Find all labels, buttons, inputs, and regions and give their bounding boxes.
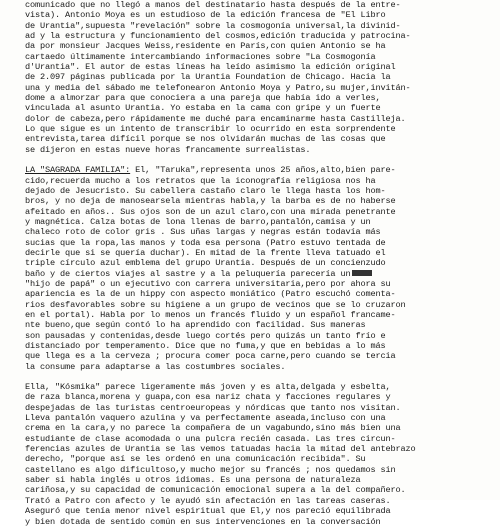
paragraph-kosmika xyxy=(25,382,480,527)
text-line: rios desfavorables sobre su higiene a un grupo de vecinos que se lo cruzaron xyxy=(25,299,406,310)
text-line: decirle que si se quería duchar). En mitad de la frente lleva tatuado el xyxy=(25,247,386,258)
text-line: saber si habla inglés u otros idiomas. Es una persona de naturaleza xyxy=(25,475,361,486)
text-line: distanciado por temperamento. Dice que no fuma,y que en bebidas a lo más xyxy=(25,341,386,351)
text-line: Aseguró que tenía menor nivel espiritual que El,y nos pareció equilibrada xyxy=(25,506,391,517)
text-line: de 2.097 páginas publicada por la Urantia Foundation de Chicago. Hacia la xyxy=(25,72,391,83)
text-line: comunicado que no llegó a manos del destinatario hasta después de la entre- xyxy=(25,0,401,10)
paragraph-gap xyxy=(25,155,480,165)
text-line: cartaedo últimamente intercambiando informaciones sobre "La Cosmogonía xyxy=(25,51,376,62)
ink-blot-mark xyxy=(352,270,372,276)
text-line: vinculada al asunto Urantia. Yo estaba en la cama con gripe y un fuerte xyxy=(25,103,381,114)
text-line: triple círculo azul emblema del grupo Urantia. Después de un concienzudo xyxy=(25,258,386,269)
typewritten-column xyxy=(25,0,480,527)
text-line: Lo que sigue es un intento de transcribir lo ocurrido en esta sorprendente xyxy=(25,124,396,135)
text-line: de raza blanca,morena y guapa,con esa nariz chata y facciones regulares y xyxy=(25,392,391,403)
text-line: vista). Antonio Moya es un estudioso de la edición francesa de "El Libro xyxy=(25,10,386,21)
text-line: de Urantia",supuesta "revelación" sobre la cosmogonía universal,la divinid- xyxy=(25,20,401,31)
text-line: "hijo de papá" o un ejecutivo con carrera universitaria,pero por ahora su xyxy=(25,278,391,289)
text-line: nte bueno,que según contó lo ha aprendido con facilidad. Sus maneras xyxy=(25,320,366,331)
section-heading: LA "SAGRADA FAMILIA": xyxy=(25,165,131,176)
text-line: en el portal). Habla por lo menos un francés fluido y un español francame- xyxy=(25,309,396,320)
text-line: una y media del sábado me telefonearon Antonio Moya y Patro,su mujer,invitán- xyxy=(25,82,411,93)
text-line: y bien dotada de sentido común en sus intervenciones en la conversación xyxy=(25,516,381,527)
text-line-body: baño y de ciertos viajes al sastre y a la peluquería parecería un xyxy=(25,268,351,279)
text-line: cariñosa,y su capacidad de comunicación emocional supera a la del compañero. xyxy=(25,485,406,496)
text-line: apariencia es la de un hippy con aspecto moniático (Patro escuchó comenta- xyxy=(25,289,396,300)
text-line: afeitado en años.. Sus ojos son de un azul claro,con una mirada penetrante xyxy=(25,206,396,217)
text-line xyxy=(25,165,480,175)
text-line: y magnética. Calza botas de lona llenas de barro,pantalón,camisa y un xyxy=(25,216,371,227)
text-line-rest: El, "Taruka",representa unos 25 años,alto,bien pare- xyxy=(130,165,396,176)
text-line: dejado de Jesucristo. Su cabellera castaño claro le llega hasta los hom- xyxy=(25,185,386,196)
text-line: estudiante de clase acomodada o una pulcra recién casada. Las tres circun- xyxy=(25,433,396,444)
text-line: bros, y no deja de manosearsela mientras habla,y la barba es de no haberse xyxy=(25,196,396,207)
text-line: crema en la cara,y no parece la compañera de un vagabundo,sino más bien una xyxy=(25,423,401,434)
paragraph-sagrada-familia xyxy=(25,165,480,372)
text-line: Trató a Patro con afecto y le ayudó sin afectación en las tareas caseras. xyxy=(25,495,391,506)
text-line: ferencias azules de Urantia se las vemos tatuadas hacia la mitad del antebrazo xyxy=(25,444,416,455)
text-line: dolor de cabeza,pero rápidamente me duché para encaminarme hasta Castilleja. xyxy=(25,113,406,124)
text-line: se dijeron en estas nueve horas francamente surrealistas. xyxy=(25,144,311,155)
text-line: son pausadas y contenidas,desde luego cortés pero quizás un tanto frío e xyxy=(25,330,386,341)
text-line: da por monsieur Jacques Weiss,residente en París,con quien Antonio se ha xyxy=(25,41,386,52)
text-line: d'Urantia". El autor de estas líneas ha leído asimismo la edición original xyxy=(25,62,396,73)
text-line: chaleco roto de color gris . Sus uñas largas y negras están todavía más xyxy=(25,227,381,238)
text-line: la consume para adaptarse a las costumbres sociales. xyxy=(25,361,286,372)
text-line: sucias que la ropa,las manos y toda esa persona (Patro estuvo tentada de xyxy=(25,237,386,248)
text-line: ad y la estructura y funcionamiento del cosmos,edición traducida y patrocina- xyxy=(25,31,411,42)
text-line: despejadas de las turistas centroeuropeas y nórdicas que tanto nos visitan. xyxy=(25,402,401,413)
text-line: castellano es algo dificultoso,y mucho mejor su francés ; nos quedamos sin xyxy=(25,464,396,475)
paragraph-intro xyxy=(25,0,480,155)
paragraph-gap xyxy=(25,372,480,382)
text-line xyxy=(25,269,480,279)
text-line: derecho, "porque así se les ordenó en una comunicación recibida". Su xyxy=(25,454,366,465)
text-line: cido,recuerda mucho a los retratos que la iconografía religiosa nos ha xyxy=(25,175,376,186)
text-line: Ella, "Kósmika" parece ligeramente más joven y es alta,delgada y esbelta, xyxy=(25,382,391,393)
text-line: dome a almorzar para que conociera a una pareja que había ido a verles, xyxy=(25,93,381,104)
text-line: Lleva pantalón vaquero azulina y va perfectamente aseada,incluso con una xyxy=(25,413,386,424)
text-line: entrevista,tarea difícil porque se nos olvidarán muchas de las cosas que xyxy=(25,134,386,145)
text-line: que llega es a la cerveza ; procura comer poca carne,pero cuando se tercia xyxy=(25,351,396,362)
